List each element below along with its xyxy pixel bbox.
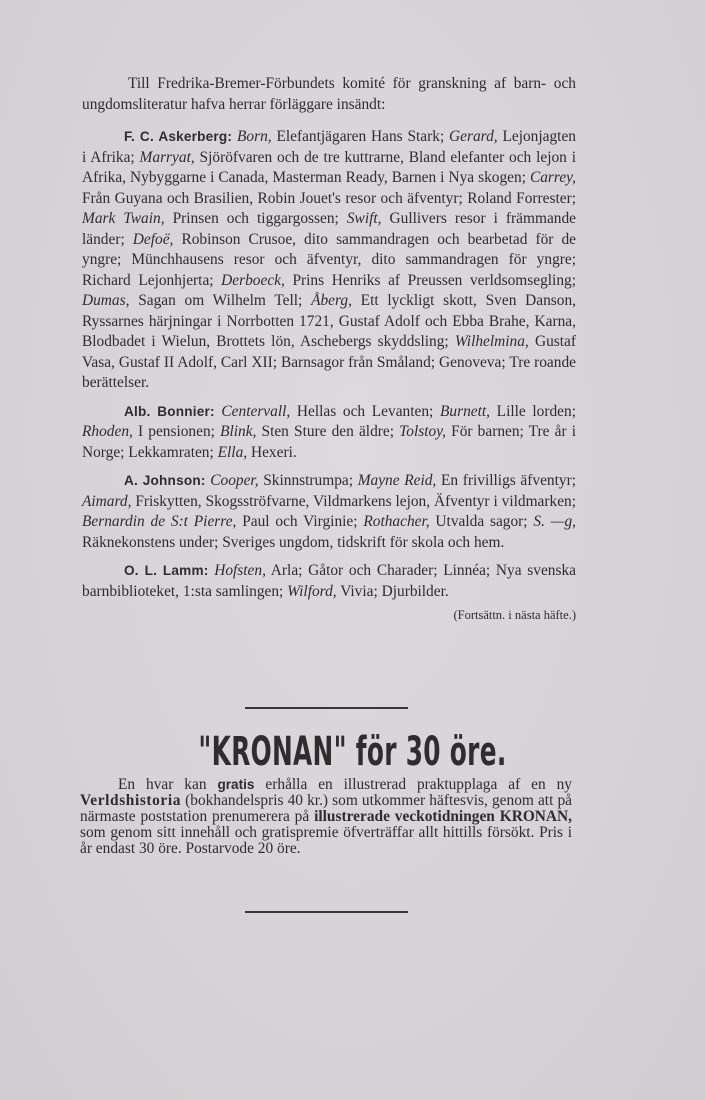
ad-emphasis: illustrerade veckotidningen KRONAN, — [314, 808, 572, 825]
ad-text: som genom sitt innehåll och gratispremie öfverträffar allt hittills försökt. Pris i år endast 30 öre. Postarvode 20 öre. — [80, 824, 572, 857]
author: Bernardin de S:t Pierre, — [82, 513, 237, 530]
author: Tolstoy, — [399, 423, 447, 440]
author: Swift, — [346, 210, 382, 227]
titles: Ett lyckligt skott, Sven Danson, Ryssarnes härjningar i Norrbotten 1721, Gustaf Adolf och Ebba Brahe, Karna, Blodbadet i Wielun, Brottets lön, Aschebergs skyddsling; — [82, 292, 576, 350]
author: Defoë, — [132, 230, 174, 248]
publisher-name: F. C. Askerberg: — [124, 129, 233, 144]
author: Wilhelmina, — [454, 333, 529, 350]
titles: Utvalda sagor; — [429, 513, 534, 530]
titles: Sjöröfvaren och de tre kuttrarne, Bland elefanter och lejon i Afrika, Nybyggarne i Canada, Masterman Ready, Barnen i Nya skogen; — [82, 148, 576, 186]
titles: Från Guyana och Brasilien, Robin Jouet's resor och äfventyr; Roland Forrester; — [82, 189, 576, 207]
divider-rule — [245, 911, 408, 913]
author: Rothacher, — [363, 513, 430, 530]
titles: Gullivers resor i främmande länder; — [82, 210, 576, 248]
author: Aimard, — [82, 492, 132, 510]
author: Dumas, — [82, 292, 130, 309]
author: Marryat, — [139, 148, 195, 166]
publisher-name: Alb. Bonnier: — [124, 403, 215, 419]
author: Hofsten, — [214, 562, 266, 579]
titles: Friskytten, Skogsströfvarne, Vildmarkens lejon, Äfventyr i vildmarken; — [131, 492, 576, 510]
titles: Sagan om Wilhelm Tell; — [129, 292, 312, 309]
divider-rule — [245, 707, 408, 709]
publisher-entry-bonnier — [82, 402, 576, 464]
author: Åberg, — [311, 292, 352, 309]
author: Rhoden, — [82, 423, 133, 440]
author: Mark Twain, — [82, 210, 165, 227]
titles: Prins Henriks af Preussen verldsomsegling; — [284, 271, 576, 289]
author: Derboeck, — [221, 271, 285, 289]
publisher-entry-askerberg — [82, 127, 576, 394]
titles: I pensionen; — [132, 423, 221, 440]
ad-emphasis: gratis — [217, 777, 255, 792]
advertisement-body — [80, 777, 572, 857]
continued-note: (Fortsättn. i nästa häfte.) — [453, 608, 576, 622]
ad-text: (bokhandelspris 40 kr.) som utkommer häftesvis, genom att på närmaste poststation prenumerera på — [80, 792, 572, 825]
titles: För barnen; Tre år i Norge; Lekkamraten; — [82, 423, 576, 461]
titles: Skinnstrumpa; — [258, 472, 358, 489]
titles: Sten Sture den äldre; — [256, 423, 400, 440]
titles: Robinson Crusoe, dito sammandragen och bearbetad för de yngre; Münchhausens resor och äfventyr, dito sammandragen för yngre; Richard Lejonhjerta; — [82, 230, 576, 289]
author: Centervall, — [221, 402, 291, 420]
publisher-name: A. Johnson: — [124, 473, 206, 488]
titles: Paul och Virginie; — [236, 513, 364, 530]
author: Born, — [236, 128, 272, 145]
publisher-entry-lamm — [82, 561, 576, 622]
titles: Gustaf Vasa, Gustaf II Adolf, Carl XII; Barnsagor från Småland; Genoveva; Tre roande berättelser. — [82, 333, 576, 391]
advertisement-paragraph — [80, 777, 572, 857]
titles: Arla; Gåtor och Charader; Linnéa; Nya svenska barnbiblioteket, 1:sta samlingen; — [82, 562, 576, 600]
author: Mayne Reid, — [357, 472, 437, 489]
author: Cooper, — [210, 472, 259, 489]
titles: Lejonjagten i Afrika; — [82, 128, 576, 166]
author: Gerard, — [449, 128, 498, 145]
advertisement-headline: "KRONAN" för 30 öre. — [198, 729, 507, 775]
author: Ella, — [217, 443, 248, 461]
publisher-entry-johnson — [82, 471, 576, 553]
ad-emphasis: Verldshistoria — [80, 792, 182, 809]
titles: Lille lorden; — [490, 402, 576, 420]
titles: En frivilligs äfventyr; — [436, 472, 576, 489]
author: Carrey, — [529, 169, 576, 186]
book-list — [82, 74, 576, 626]
publisher-name: O. L. Lamm: — [124, 563, 209, 578]
author: Burnett, — [439, 402, 490, 420]
author: S. —g, — [533, 513, 576, 530]
ad-text: erhålla en illustrerad praktupplaga af en ny — [254, 776, 572, 793]
titles: Vivia; Djurbilder. — [336, 582, 449, 600]
author: Blink, — [220, 423, 257, 440]
titles: Räknekonstens under; Sveriges ungdom, tidskrift för skola och hem. — [82, 533, 505, 551]
titles: Hellas och Levanten; — [290, 402, 440, 420]
titles: Elefantjägaren Hans Stark; — [271, 128, 450, 145]
titles: Prinsen och tiggargossen; — [164, 210, 347, 227]
intro-paragraph: Till Fredrika-Bremer-Förbundets komité för granskning af barn- och ungdomsliteratur hafva herrar förläggare insändt: — [82, 75, 576, 113]
author: Wilford, — [287, 582, 337, 600]
ad-text: En hvar kan — [118, 776, 218, 793]
titles: Hexeri. — [247, 443, 297, 461]
